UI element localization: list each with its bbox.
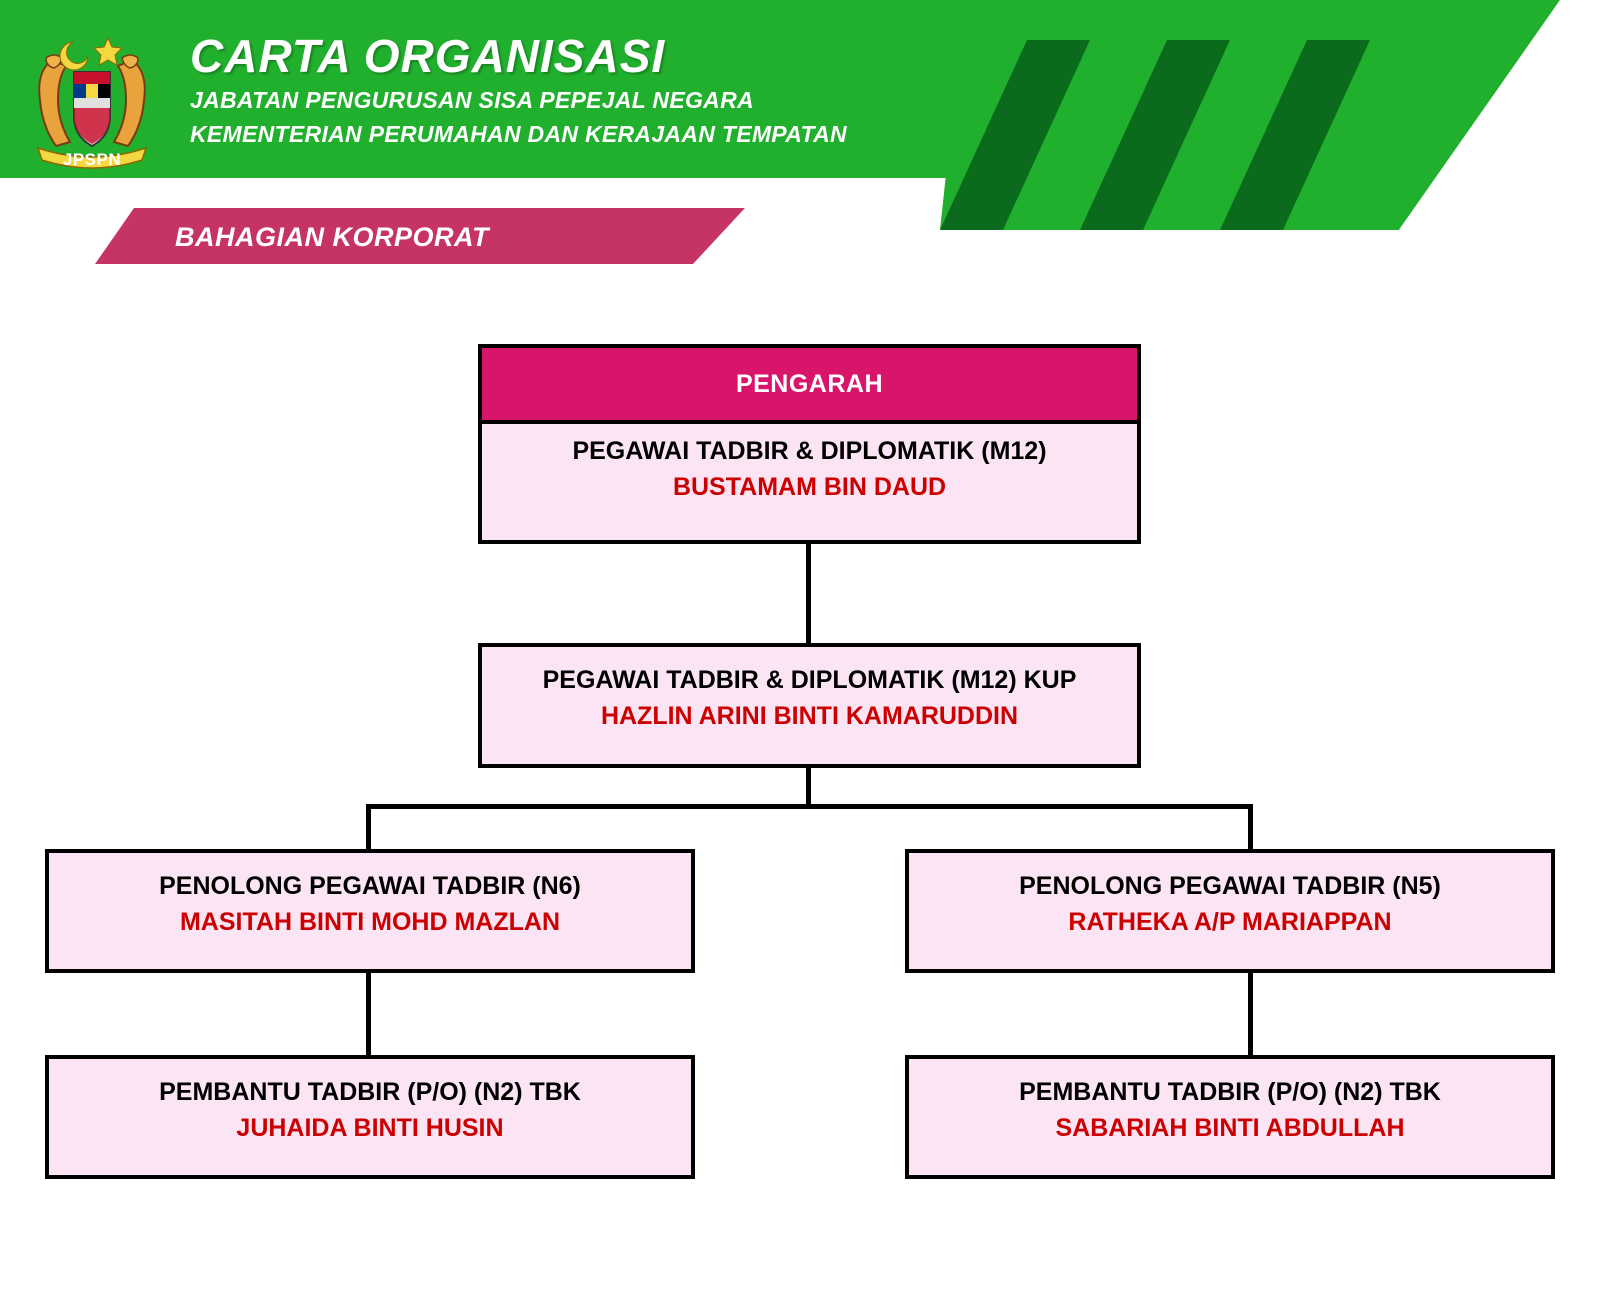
edge-n5-to-pt-right bbox=[1248, 973, 1253, 1057]
org-node-pembantu-right-name: SABARIAH BINTI ABDULLAH bbox=[1055, 1113, 1405, 1142]
header-subtitle-ministry: KEMENTERIAN PERUMAHAN DAN KERAJAAN TEMPATAN bbox=[190, 121, 847, 148]
org-node-penolong-n5 bbox=[905, 849, 1555, 973]
crest-label: JPSPN bbox=[62, 150, 122, 169]
org-node-pengarah bbox=[478, 344, 1141, 544]
org-node-kup bbox=[478, 643, 1141, 768]
page-title: CARTA ORGANISASI bbox=[190, 30, 666, 82]
header-stripes bbox=[900, 0, 1600, 230]
edge-pengarah-kup bbox=[806, 544, 811, 644]
malaysia-coat-of-arms-icon bbox=[22, 30, 162, 172]
stripe-3 bbox=[1220, 40, 1370, 230]
edge-bus-left-drop bbox=[366, 804, 371, 851]
org-node-penolong-n6-body bbox=[49, 853, 691, 951]
org-node-penolong-n5-name: RATHEKA A/P MARIAPPAN bbox=[1068, 907, 1392, 936]
org-node-pembantu-right bbox=[905, 1055, 1555, 1179]
org-node-penolong-n5-post: PENOLONG PEGAWAI TADBIR (N5) bbox=[1019, 872, 1441, 900]
org-node-kup-name: HAZLIN ARINI BINTI KAMARUDDIN bbox=[600, 701, 1019, 730]
org-node-penolong-n6-post: PENOLONG PEGAWAI TADBIR (N6) bbox=[159, 872, 581, 900]
edge-n6-to-pt-left bbox=[366, 973, 371, 1057]
org-node-pengarah-name: BUSTAMAM BIN DAUD bbox=[672, 472, 947, 501]
org-chart bbox=[0, 330, 1600, 1160]
org-node-pembantu-left bbox=[45, 1055, 695, 1179]
header-text-block bbox=[190, 32, 847, 148]
org-node-pembantu-left-post: PEMBANTU TADBIR (P/O) (N2) TBK bbox=[159, 1078, 581, 1106]
org-node-penolong-n6-name: MASITAH BINTI MOHD MAZLAN bbox=[179, 907, 561, 936]
org-node-pengarah-post: PEGAWAI TADBIR & DIPLOMATIK (M12) bbox=[572, 437, 1047, 465]
edge-kup-trunk bbox=[806, 768, 811, 808]
org-node-kup-post: PEGAWAI TADBIR & DIPLOMATIK (M12) KUP bbox=[542, 666, 1077, 694]
header-subtitle-department: JABATAN PENGURUSAN SISA PEPEJAL NEGARA bbox=[190, 87, 754, 114]
org-node-kup-body bbox=[482, 647, 1137, 745]
org-node-pengarah-body bbox=[482, 424, 1137, 516]
org-node-pembantu-right-post: PEMBANTU TADBIR (P/O) (N2) TBK bbox=[1019, 1078, 1441, 1106]
division-banner-label: BAHAGIAN KORPORAT bbox=[175, 222, 489, 252]
org-node-penolong-n5-body bbox=[909, 853, 1551, 951]
org-node-pembantu-left-body bbox=[49, 1059, 691, 1157]
edge-kup-bus bbox=[366, 804, 1253, 809]
org-node-penolong-n6 bbox=[45, 849, 695, 973]
stripe-2 bbox=[1080, 40, 1230, 230]
org-node-pengarah-header: PENGARAH bbox=[482, 348, 1137, 424]
edge-bus-right-drop bbox=[1248, 804, 1253, 851]
org-node-pembantu-right-body bbox=[909, 1059, 1551, 1157]
org-node-pembantu-left-name: JUHAIDA BINTI HUSIN bbox=[236, 1113, 504, 1142]
stripe-1 bbox=[940, 40, 1090, 230]
page-header bbox=[0, 0, 1600, 230]
